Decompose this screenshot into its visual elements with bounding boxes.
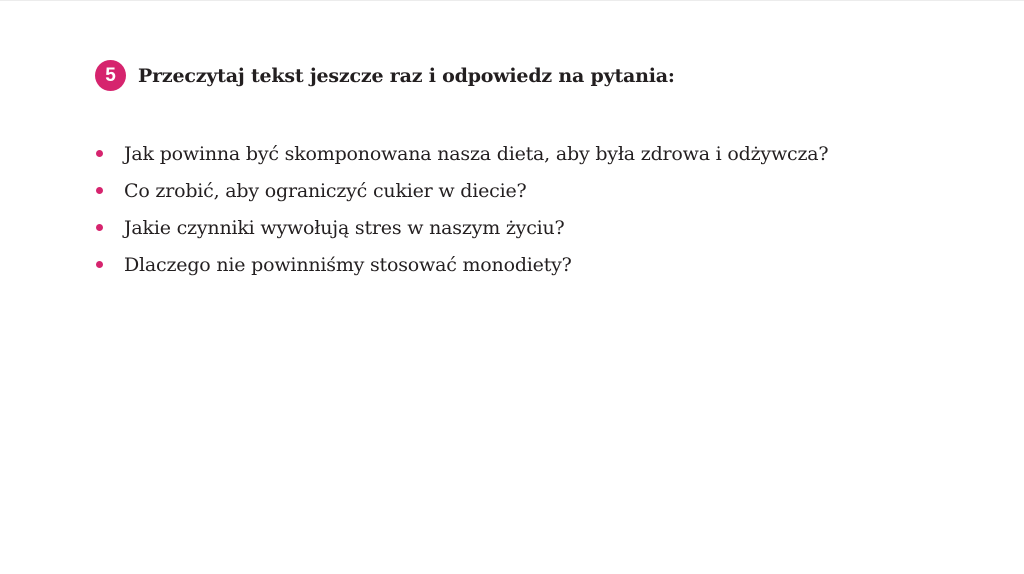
task-number-badge: 5 [95, 60, 126, 91]
task-header [95, 60, 675, 91]
list-item [95, 172, 828, 209]
question-text: Co zrobić, aby ograniczyć cukier w diecie? [124, 179, 527, 202]
question-list [95, 135, 828, 283]
question-text: Dlaczego nie powinniśmy stosować monodiety? [124, 253, 572, 276]
list-item [95, 246, 828, 283]
task-title: Przeczytaj tekst jeszcze raz i odpowiedz na pytania: [138, 64, 675, 87]
bullet-icon [96, 150, 103, 157]
list-item [95, 209, 828, 246]
bullet-icon [96, 261, 103, 268]
bullet-icon [96, 187, 103, 194]
question-text: Jakie czynniki wywołują stres w naszym życiu? [124, 216, 565, 239]
list-item [95, 135, 828, 172]
question-text: Jak powinna być skomponowana nasza dieta, aby była zdrowa i odżywcza? [124, 142, 829, 165]
bullet-icon [96, 224, 103, 231]
